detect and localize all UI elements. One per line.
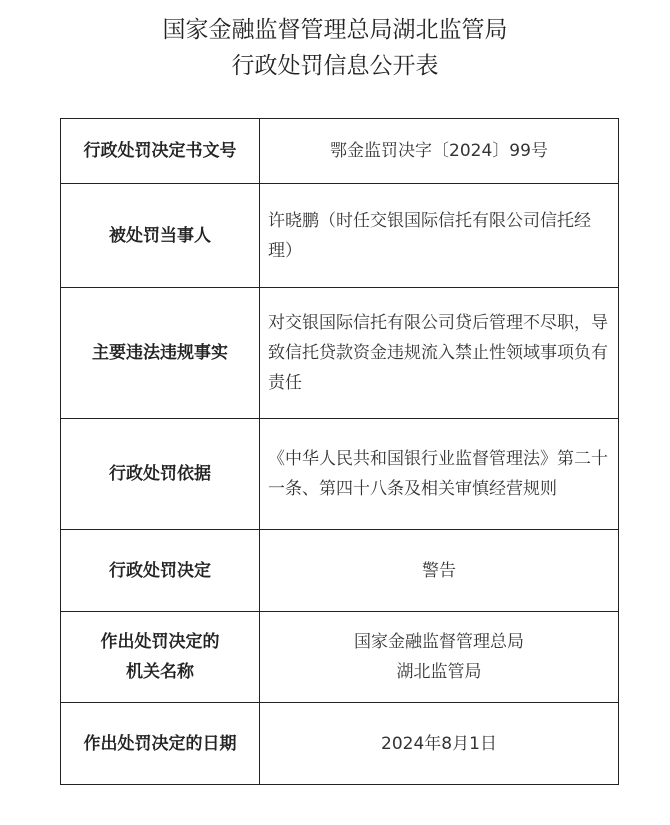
- authority-name-line2: 湖北监管局: [396, 662, 482, 682]
- row-label-line1: 作出处罚决定的: [100, 632, 220, 652]
- table-row: [61, 184, 619, 288]
- table-row: [61, 612, 619, 703]
- table-row: [61, 530, 619, 612]
- row-label: 行政处罚依据: [61, 419, 260, 530]
- table-row: [61, 419, 619, 530]
- penalty-info-table: [60, 118, 619, 785]
- penalty-decision: 警告: [260, 530, 619, 612]
- table-row: [61, 288, 619, 419]
- decision-date: 2024年8月1日: [260, 703, 619, 785]
- row-label: 主要违法违规事实: [61, 288, 260, 419]
- decision-number: 鄂金监罚决字〔2024〕99号: [260, 119, 619, 184]
- authority-name: [260, 612, 619, 703]
- row-label: [61, 612, 260, 703]
- authority-name-line1: 国家金融监督管理总局: [354, 632, 524, 652]
- row-label-line2: 机关名称: [126, 662, 194, 682]
- table-row: [61, 703, 619, 785]
- row-label: 行政处罚决定: [61, 530, 260, 612]
- row-label: 作出处罚决定的日期: [61, 703, 260, 785]
- page-subtitle: 行政处罚信息公开表: [231, 53, 439, 79]
- penalty-basis: 《中华人民共和国银行业监督管理法》第二十一条、第四十八条及相关审慎经营规则: [260, 419, 619, 530]
- table-row: [61, 119, 619, 184]
- row-label: 被处罚当事人: [61, 184, 260, 288]
- violation-facts: 对交银国际信托有限公司贷后管理不尽职，导致信托贷款资金违规流入禁止性领域事项负有责任: [260, 288, 619, 419]
- page-title: 国家金融监督管理总局湖北监管局: [162, 17, 508, 43]
- penalized-party: 许晓鹏（时任交银国际信托有限公司信托经理）: [260, 184, 619, 288]
- row-label: 行政处罚决定书文号: [61, 119, 260, 184]
